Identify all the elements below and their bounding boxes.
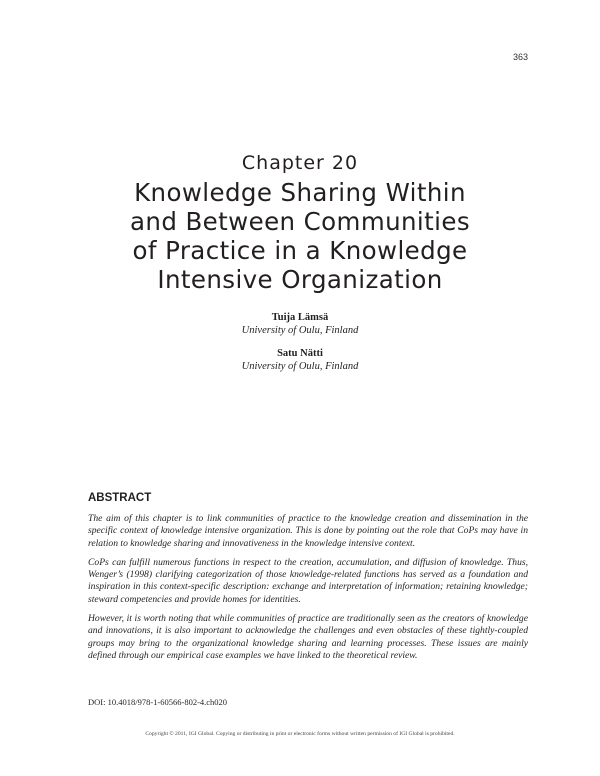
chapter-title-line: Intensive Organization	[157, 265, 443, 294]
doi: DOI: 10.4018/978-1-60566-802-4.ch020	[88, 697, 228, 707]
abstract-paragraph: The aim of this chapter is to link communities of practice to the knowledge creation and dissemination in the specific context of knowledge intensive organization. This is done by pointing out the role that CoPs may have in relation to knowledge sharing and innovativeness in the knowledge intensive context.	[88, 513, 528, 549]
abstract-paragraph: CoPs can fulfill numerous functions in respect to the creation, accumulation, and diffusion of knowledge. Thus, Wenger’s (1998) clarifying categorization of those knowledge-related functions has served as a foundation and inspiration in this context-specific description: exchange and interpretation of information; retaining knowledge; steward competencies and provide homes for identities.	[88, 556, 528, 605]
abstract-heading: ABSTRACT	[88, 492, 152, 504]
author-block	[0, 347, 600, 373]
author-affiliation: University of Oulu, Finland	[241, 325, 359, 336]
abstract-body	[88, 513, 528, 669]
author-affiliation: University of Oulu, Finland	[241, 361, 359, 372]
chapter-title-line: and Between Communities	[129, 207, 470, 236]
chapter-label: Chapter 20	[241, 152, 359, 174]
chapter-title-line: Knowledge Sharing Within	[134, 178, 466, 207]
author-name: Satu Nätti	[277, 348, 323, 359]
author-block	[0, 311, 600, 337]
author-name: Tuija Lämsä	[271, 312, 329, 323]
chapter-title	[60, 178, 540, 294]
abstract-paragraph: However, it is worth noting that while communities of practice are traditionally seen as the creators of knowledge and innovations, it is also important to acknowledge the challenges and even obstacles of these tightly-coupled groups may bring to the organizational knowledge sharing and learning processes. These issues are mainly defined through our empirical case examples we have linked to the theoretical review.	[88, 613, 528, 661]
chapter-title-line: of Practice in a Knowledge	[132, 236, 468, 265]
page-number: 363	[512, 52, 528, 62]
copyright-notice: Copyright © 2011, IGI Global. Copying or distributing in print or electronic forms without written permission of IGI Global is prohibited.	[145, 731, 455, 737]
